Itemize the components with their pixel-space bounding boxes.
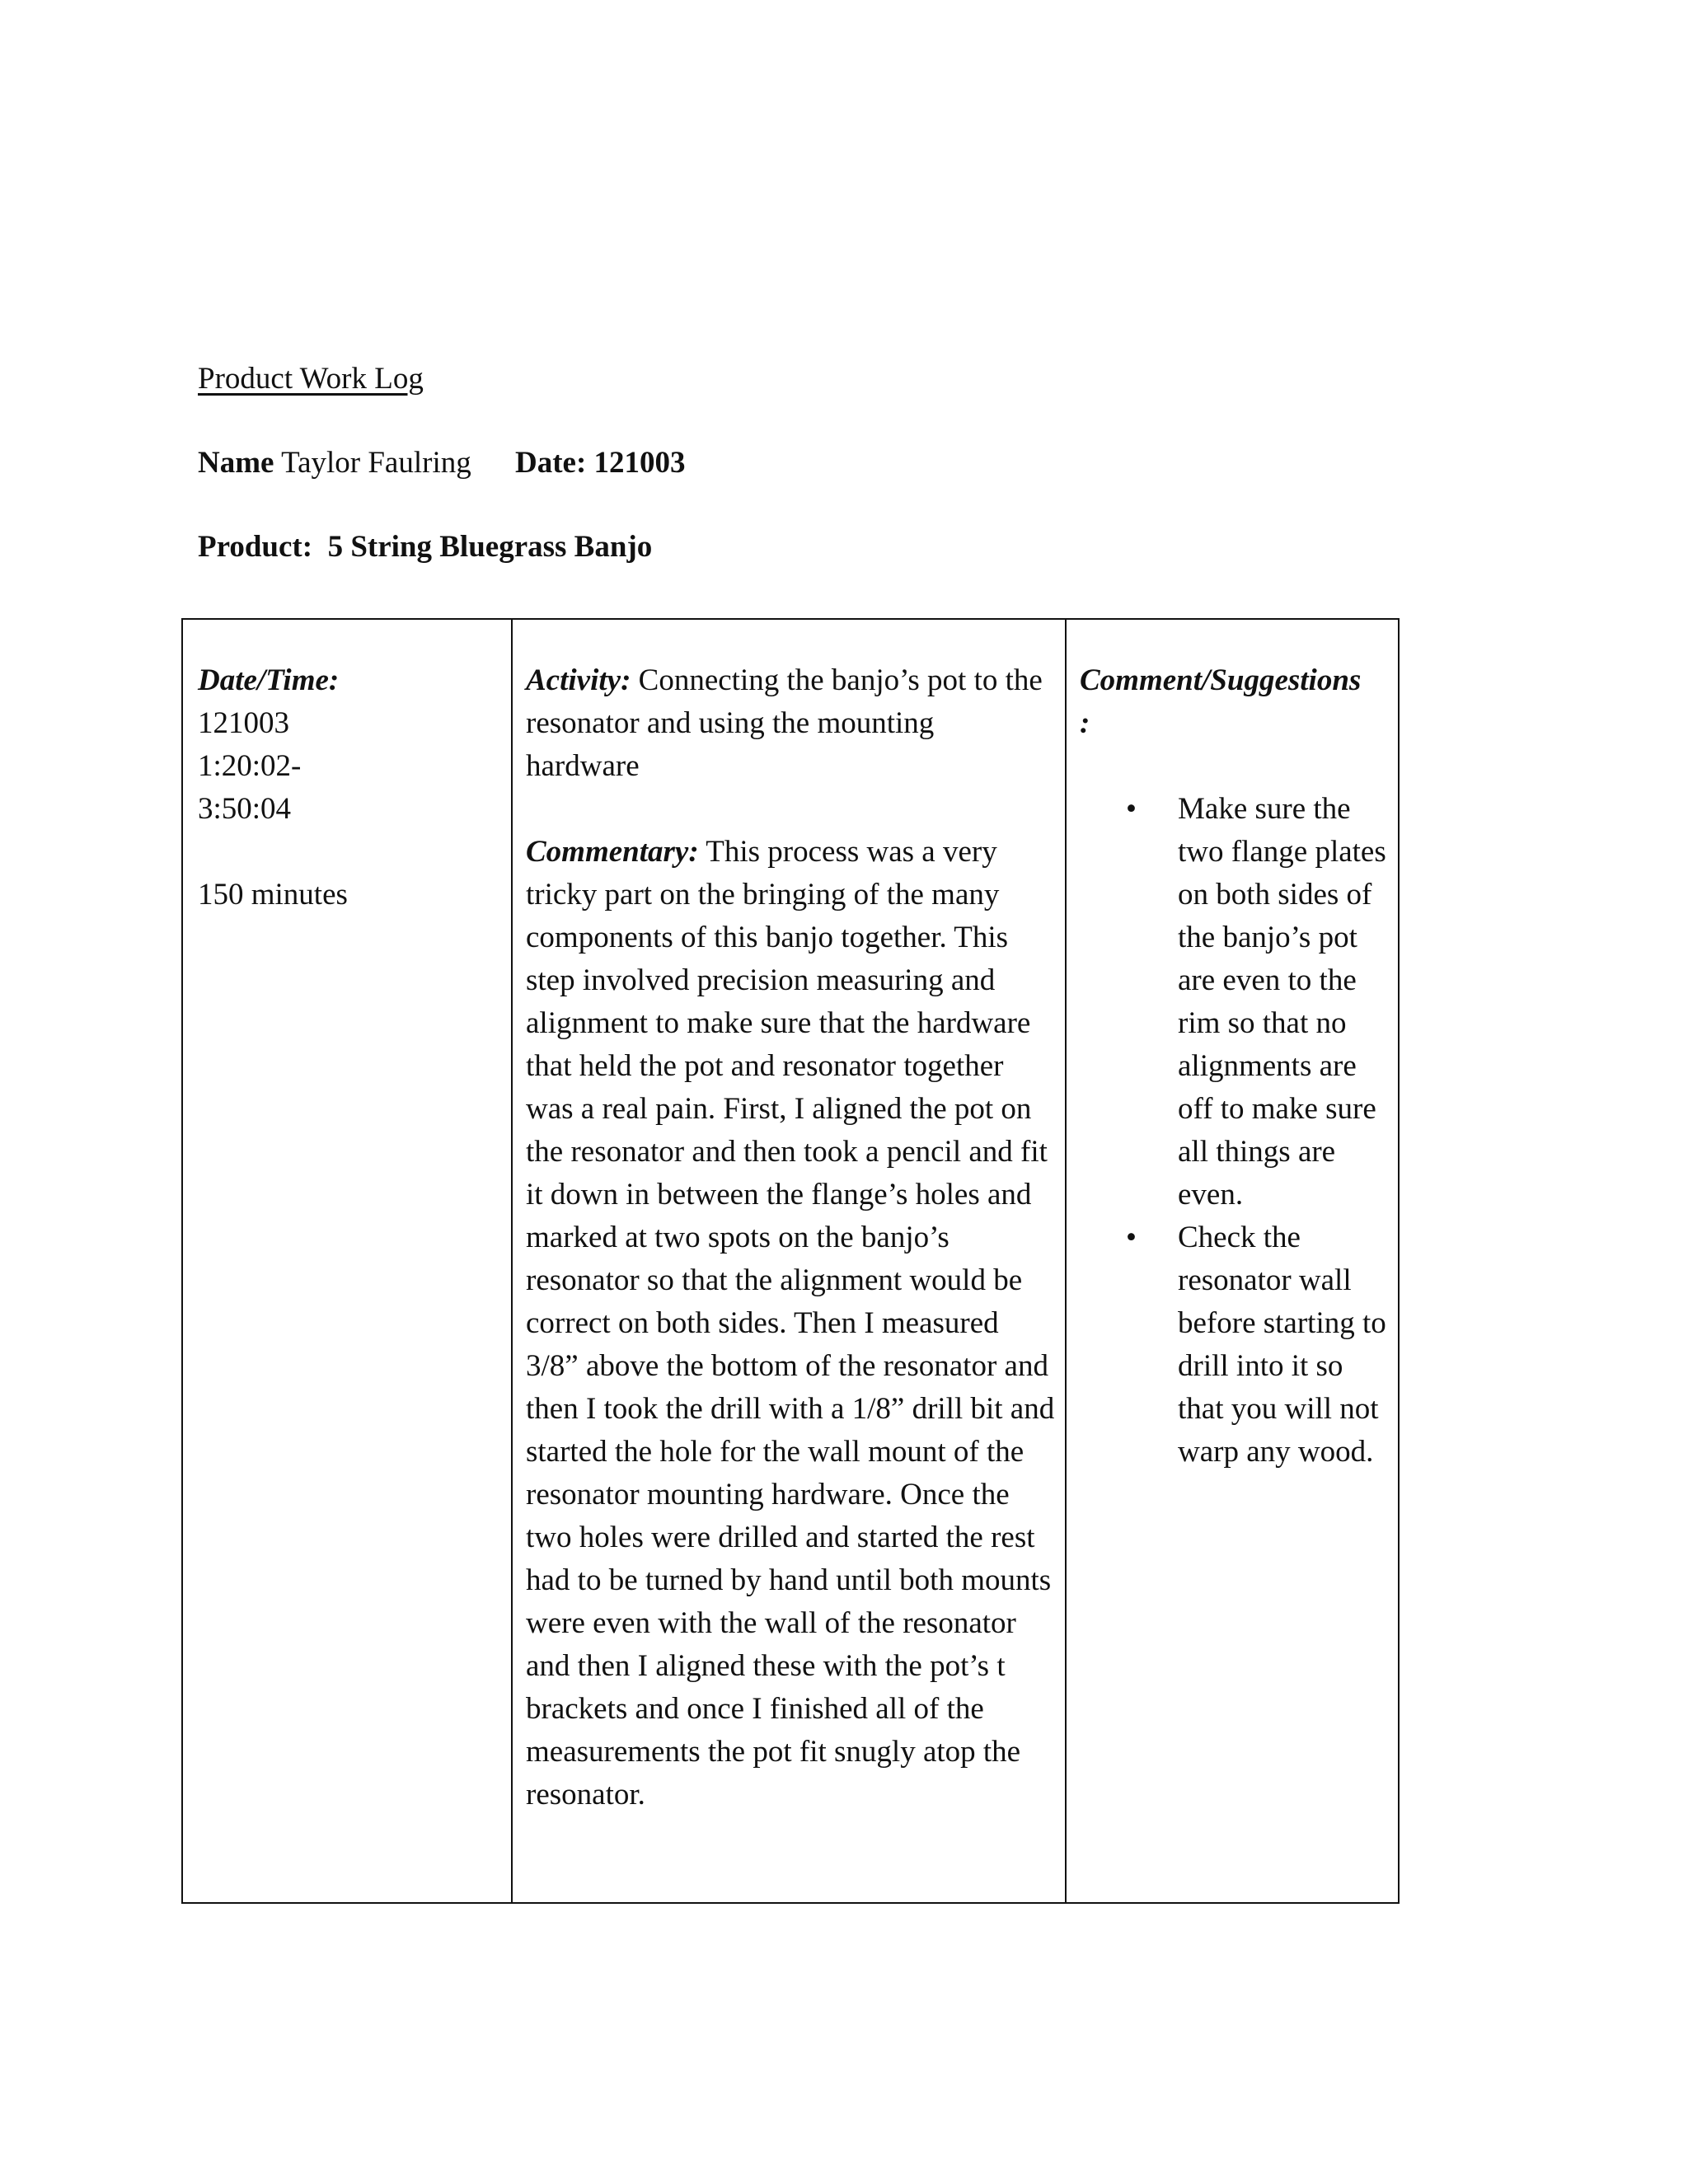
product-line — [198, 529, 652, 565]
product-label: Product: — [198, 530, 313, 564]
spacer — [526, 788, 1055, 831]
activity-label: Activity: — [526, 663, 631, 697]
end-time: 3:50:04 — [198, 792, 292, 826]
bullet-icon: • — [1126, 792, 1137, 826]
spacer — [198, 831, 503, 874]
bullet-icon: • — [1126, 1221, 1137, 1254]
suggestion-text: Make sure the two flange plates on both sides of the banjo’s pot are even to the rim so that no alignments are off to make sure all things are even. — [1178, 792, 1386, 1212]
name-label: Name — [198, 446, 274, 480]
commentary-label: Commentary: — [526, 835, 699, 869]
comments-label: Comment/Suggestions : — [1080, 663, 1362, 740]
start-time: 1:20:02- — [198, 749, 302, 783]
suggestion-list — [1080, 788, 1388, 1474]
activity-text: Connecting the banjo’s pot to the resonator and using the mounting hardware — [526, 663, 1043, 783]
commentary-text: This process was a very tricky part on the bringing of the many components of this banjo together. This step involved precision measuring and alignment to make sure that the hardware that held the pot and resonator together was a real pain. First, I aligned the pot on the resonator and then took a pencil and fit it down in between the flange’s holes and marked at two spots on the banjo’s resonator so that the alignment would be correct on both sides. Then I measured 3/8” above the bottom of the resonator and then I took the drill with a 1/8” drill bit and started the hole for the wall mount of the resonator mounting hardware. Once the two holes were drilled and started the rest had to be turned by hand until both mounts were even with the wall of the resonator and then I aligned these with the pot’s t brackets and once I finished all of the measurements the pot fit snugly atop the resonator. — [526, 835, 1055, 1811]
duration: 150 minutes — [198, 878, 348, 912]
commentary-paragraph — [526, 831, 1055, 1816]
date-time-label: Date/Time: — [198, 663, 340, 697]
date-label: Date: 121003 — [514, 446, 686, 480]
product-value: 5 String Bluegrass Banjo — [327, 530, 653, 564]
work-log-table — [181, 618, 1400, 1904]
page-title: Product Work Log — [198, 362, 424, 396]
list-item — [1080, 788, 1388, 1216]
name-line — [198, 445, 686, 480]
name-value: Taylor Faulring — [281, 446, 471, 480]
suggestion-text: Check the resonator wall before starting to drill into it so that you will not warp any wood. — [1178, 1221, 1386, 1469]
date-time-cell — [183, 620, 513, 1902]
list-item — [1080, 1216, 1388, 1474]
activity-paragraph — [526, 659, 1055, 788]
activity-cell — [513, 620, 1067, 1902]
comments-cell — [1067, 620, 1398, 1902]
log-date: 121003 — [198, 706, 289, 740]
